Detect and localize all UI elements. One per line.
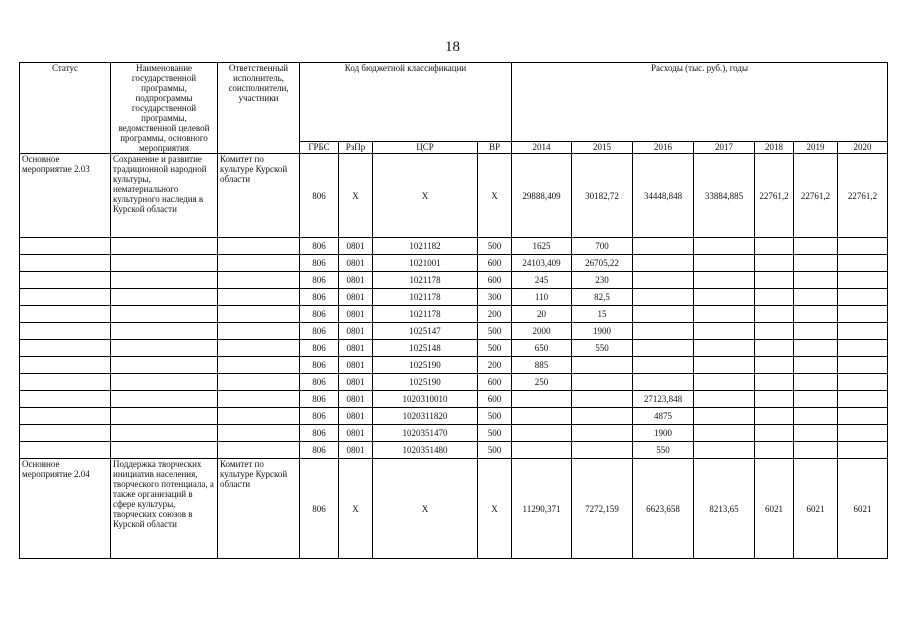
vr-cell: 500	[478, 425, 512, 442]
grbs-cell: 806	[300, 425, 339, 442]
rzpr-cell: 0801	[339, 323, 373, 340]
csr-cell: 1021178	[373, 289, 478, 306]
expense-cell-2020: 22761,2	[838, 154, 888, 238]
expense-cell-2019	[794, 357, 838, 374]
table-body	[20, 154, 888, 559]
grbs-cell: 806	[300, 154, 339, 238]
grbs-cell: 806	[300, 357, 339, 374]
expense-cell-2014: 1625	[512, 238, 572, 255]
vr-cell: 200	[478, 357, 512, 374]
name-empty-cell	[111, 408, 218, 425]
vr-cell: 600	[478, 391, 512, 408]
status-empty-cell	[20, 306, 111, 323]
expense-cell-2020	[838, 391, 888, 408]
activity-status-cell: Основное мероприятие 2.04	[20, 459, 111, 559]
name-empty-cell	[111, 255, 218, 272]
name-empty-cell	[111, 306, 218, 323]
rzpr-cell: 0801	[339, 425, 373, 442]
grbs-cell: 806	[300, 238, 339, 255]
executor-empty-cell	[218, 272, 300, 289]
expense-cell-2014: 885	[512, 357, 572, 374]
header-year-2017: 2017	[694, 141, 755, 153]
csr-cell: 1021178	[373, 306, 478, 323]
expense-cell-2020	[838, 374, 888, 391]
header-executor: Ответственный исполнитель, соисполнители, участники	[218, 63, 300, 154]
expense-cell-2018	[755, 442, 794, 459]
grbs-cell: 806	[300, 255, 339, 272]
expense-cell-2016	[633, 323, 694, 340]
name-empty-cell	[111, 272, 218, 289]
rzpr-cell: Х	[339, 154, 373, 238]
expense-cell-2017	[694, 323, 755, 340]
expense-cell-2016	[633, 238, 694, 255]
expense-cell-2016: 1900	[633, 425, 694, 442]
status-empty-cell	[20, 238, 111, 255]
csr-cell: 1021001	[373, 255, 478, 272]
executor-empty-cell	[218, 340, 300, 357]
expense-cell-2017	[694, 255, 755, 272]
activity-summary-row	[20, 459, 888, 559]
grbs-cell: 806	[300, 323, 339, 340]
vr-cell: 500	[478, 408, 512, 425]
expense-cell-2018	[755, 238, 794, 255]
grbs-cell: 806	[300, 340, 339, 357]
status-empty-cell	[20, 357, 111, 374]
vr-cell: Х	[478, 154, 512, 238]
activity-name-cell: Поддержка творческих инициатив населения, творческого потенциала, а также организаций в сфере культуры, творческих союзов в Курской области	[111, 459, 218, 559]
activity-name-cell: Сохранение и развитие традиционной народной культуры, нематериального культурного наследия в Курской области	[111, 154, 218, 238]
csr-cell: Х	[373, 459, 478, 559]
expense-cell-2015	[572, 374, 633, 391]
expense-cell-2018: 22761,2	[755, 154, 794, 238]
table-row	[20, 374, 888, 391]
table-row	[20, 238, 888, 255]
expense-cell-2014	[512, 408, 572, 425]
expense-cell-2014	[512, 425, 572, 442]
csr-cell: 1020351470	[373, 425, 478, 442]
rzpr-cell: 0801	[339, 255, 373, 272]
expense-cell-2019	[794, 323, 838, 340]
status-empty-cell	[20, 374, 111, 391]
expense-cell-2015: 15	[572, 306, 633, 323]
header-year-2015: 2015	[572, 141, 633, 153]
expense-cell-2014: 11290,371	[512, 459, 572, 559]
expense-cell-2016: 550	[633, 442, 694, 459]
vr-cell: 500	[478, 238, 512, 255]
expense-cell-2015: 700	[572, 238, 633, 255]
header-vr: ВР	[478, 141, 512, 153]
expense-cell-2014: 20	[512, 306, 572, 323]
expense-cell-2014: 110	[512, 289, 572, 306]
expense-cell-2020	[838, 408, 888, 425]
expense-cell-2014: 245	[512, 272, 572, 289]
expense-cell-2019	[794, 306, 838, 323]
expense-cell-2019	[794, 391, 838, 408]
expense-cell-2019	[794, 442, 838, 459]
rzpr-cell: 0801	[339, 391, 373, 408]
expense-cell-2016	[633, 340, 694, 357]
executor-empty-cell	[218, 374, 300, 391]
executor-empty-cell	[218, 442, 300, 459]
expense-cell-2017: 33884,885	[694, 154, 755, 238]
name-empty-cell	[111, 289, 218, 306]
csr-cell: 1021178	[373, 272, 478, 289]
rzpr-cell: 0801	[339, 289, 373, 306]
name-empty-cell	[111, 391, 218, 408]
table-row	[20, 272, 888, 289]
expense-cell-2020	[838, 323, 888, 340]
rzpr-cell: 0801	[339, 408, 373, 425]
name-empty-cell	[111, 442, 218, 459]
grbs-cell: 806	[300, 391, 339, 408]
executor-empty-cell	[218, 289, 300, 306]
rzpr-cell: 0801	[339, 306, 373, 323]
expense-cell-2019	[794, 374, 838, 391]
csr-cell: Х	[373, 154, 478, 238]
header-rzpr: РзПр	[339, 141, 373, 153]
expense-cell-2014: 2000	[512, 323, 572, 340]
name-empty-cell	[111, 323, 218, 340]
header-year-2018: 2018	[755, 141, 794, 153]
expense-cell-2014	[512, 442, 572, 459]
name-empty-cell	[111, 425, 218, 442]
rzpr-cell: 0801	[339, 272, 373, 289]
executor-empty-cell	[218, 238, 300, 255]
vr-cell: 500	[478, 340, 512, 357]
expense-cell-2015: 82,5	[572, 289, 633, 306]
header-year-2016: 2016	[633, 141, 694, 153]
header-csr: ЦСР	[373, 141, 478, 153]
expense-cell-2017	[694, 408, 755, 425]
grbs-cell: 806	[300, 306, 339, 323]
expense-cell-2018	[755, 340, 794, 357]
table-row	[20, 323, 888, 340]
expense-cell-2016: 27123,848	[633, 391, 694, 408]
table-row	[20, 357, 888, 374]
expense-cell-2019	[794, 408, 838, 425]
rzpr-cell: 0801	[339, 357, 373, 374]
table-row	[20, 306, 888, 323]
grbs-cell: 806	[300, 272, 339, 289]
expense-cell-2017	[694, 306, 755, 323]
rzpr-cell: 0801	[339, 442, 373, 459]
expense-cell-2017	[694, 425, 755, 442]
expense-cell-2018	[755, 255, 794, 272]
expense-cell-2015: 1900	[572, 323, 633, 340]
expense-cell-2017	[694, 391, 755, 408]
rzpr-cell: Х	[339, 459, 373, 559]
header-row-main	[20, 63, 888, 142]
expense-cell-2018	[755, 374, 794, 391]
expense-cell-2020	[838, 238, 888, 255]
status-empty-cell	[20, 272, 111, 289]
expense-cell-2016: 34448,848	[633, 154, 694, 238]
expense-cell-2017	[694, 340, 755, 357]
expense-cell-2018	[755, 391, 794, 408]
vr-cell: 500	[478, 442, 512, 459]
expense-cell-2015	[572, 391, 633, 408]
grbs-cell: 806	[300, 289, 339, 306]
expense-cell-2018	[755, 306, 794, 323]
executor-empty-cell	[218, 425, 300, 442]
name-empty-cell	[111, 238, 218, 255]
activity-status-cell: Основное мероприятие 2.03	[20, 154, 111, 238]
status-empty-cell	[20, 391, 111, 408]
executor-empty-cell	[218, 323, 300, 340]
expense-cell-2019	[794, 289, 838, 306]
expense-cell-2018	[755, 289, 794, 306]
status-empty-cell	[20, 340, 111, 357]
name-empty-cell	[111, 357, 218, 374]
expense-cell-2019	[794, 425, 838, 442]
header-year-2019: 2019	[794, 141, 838, 153]
grbs-cell: 806	[300, 459, 339, 559]
table-row	[20, 408, 888, 425]
expense-cell-2017	[694, 357, 755, 374]
expense-cell-2018: 6021	[755, 459, 794, 559]
vr-cell: 200	[478, 306, 512, 323]
expense-cell-2016: 4875	[633, 408, 694, 425]
expense-cell-2015: 26705,22	[572, 255, 633, 272]
name-empty-cell	[111, 340, 218, 357]
expense-cell-2018	[755, 272, 794, 289]
grbs-cell: 806	[300, 442, 339, 459]
expense-cell-2019	[794, 255, 838, 272]
status-empty-cell	[20, 442, 111, 459]
csr-cell: 1025190	[373, 374, 478, 391]
expense-cell-2017	[694, 272, 755, 289]
budget-table	[19, 62, 888, 559]
expense-cell-2020	[838, 442, 888, 459]
expense-cell-2015: 230	[572, 272, 633, 289]
header-budget-code: Код бюджетной классификации	[300, 63, 512, 142]
rzpr-cell: 0801	[339, 238, 373, 255]
expense-cell-2014: 29888,409	[512, 154, 572, 238]
activity-executor-cell: Комитет по культуре Курской области	[218, 459, 300, 559]
expense-cell-2014	[512, 391, 572, 408]
status-empty-cell	[20, 323, 111, 340]
expense-cell-2015: 7272,159	[572, 459, 633, 559]
table-row	[20, 425, 888, 442]
expense-cell-2020	[838, 425, 888, 442]
expense-cell-2019	[794, 272, 838, 289]
expense-cell-2016	[633, 357, 694, 374]
vr-cell: 600	[478, 272, 512, 289]
expense-cell-2014: 650	[512, 340, 572, 357]
vr-cell: 500	[478, 323, 512, 340]
csr-cell: 1020351480	[373, 442, 478, 459]
csr-cell: 1021182	[373, 238, 478, 255]
expense-cell-2018	[755, 408, 794, 425]
header-expenses: Расходы (тыс. руб.), годы	[512, 63, 888, 142]
expense-cell-2014: 250	[512, 374, 572, 391]
csr-cell: 1020310010	[373, 391, 478, 408]
expense-cell-2020	[838, 289, 888, 306]
expense-cell-2018	[755, 425, 794, 442]
expense-cell-2018	[755, 323, 794, 340]
expense-cell-2015	[572, 425, 633, 442]
expense-cell-2016	[633, 306, 694, 323]
vr-cell: 300	[478, 289, 512, 306]
expense-cell-2019	[794, 340, 838, 357]
grbs-cell: 806	[300, 408, 339, 425]
header-name: Наименование государственной программы, подпрограммы государственной программы, ведомственной целевой программы, основного мероприятия	[111, 63, 218, 154]
expense-cell-2015: 550	[572, 340, 633, 357]
csr-cell: 1025190	[373, 357, 478, 374]
expense-cell-2017	[694, 238, 755, 255]
csr-cell: 1025148	[373, 340, 478, 357]
header-status: Статус	[20, 63, 111, 154]
name-empty-cell	[111, 374, 218, 391]
expense-cell-2016: 6623,658	[633, 459, 694, 559]
expense-cell-2016	[633, 374, 694, 391]
header-year-2014: 2014	[512, 141, 572, 153]
expense-cell-2015	[572, 357, 633, 374]
header-year-2020: 2020	[838, 141, 888, 153]
executor-empty-cell	[218, 408, 300, 425]
executor-empty-cell	[218, 306, 300, 323]
status-empty-cell	[20, 255, 111, 272]
expense-cell-2016	[633, 255, 694, 272]
grbs-cell: 806	[300, 374, 339, 391]
expense-cell-2019: 6021	[794, 459, 838, 559]
expense-cell-2015	[572, 442, 633, 459]
expense-cell-2020	[838, 306, 888, 323]
expense-cell-2020	[838, 255, 888, 272]
expense-cell-2015	[572, 408, 633, 425]
csr-cell: 1025147	[373, 323, 478, 340]
table-row	[20, 289, 888, 306]
expense-cell-2017: 8213,65	[694, 459, 755, 559]
expense-cell-2020: 6021	[838, 459, 888, 559]
table-row	[20, 340, 888, 357]
expense-cell-2020	[838, 357, 888, 374]
vr-cell: Х	[478, 459, 512, 559]
expense-cell-2017	[694, 374, 755, 391]
rzpr-cell: 0801	[339, 340, 373, 357]
expense-cell-2016	[633, 289, 694, 306]
expense-cell-2016	[633, 272, 694, 289]
expense-cell-2017	[694, 442, 755, 459]
expense-cell-2019: 22761,2	[794, 154, 838, 238]
expense-cell-2017	[694, 289, 755, 306]
table-row	[20, 442, 888, 459]
expense-cell-2020	[838, 340, 888, 357]
executor-empty-cell	[218, 357, 300, 374]
rzpr-cell: 0801	[339, 374, 373, 391]
expense-cell-2015: 30182,72	[572, 154, 633, 238]
executor-empty-cell	[218, 255, 300, 272]
status-empty-cell	[20, 425, 111, 442]
activity-executor-cell: Комитет по культуре Курской области	[218, 154, 300, 238]
expense-cell-2020	[838, 272, 888, 289]
executor-empty-cell	[218, 391, 300, 408]
table-row	[20, 255, 888, 272]
status-empty-cell	[20, 408, 111, 425]
table-row	[20, 391, 888, 408]
expense-cell-2018	[755, 357, 794, 374]
header-grbs: ГРБС	[300, 141, 339, 153]
status-empty-cell	[20, 289, 111, 306]
csr-cell: 1020311820	[373, 408, 478, 425]
expense-cell-2014: 24103,409	[512, 255, 572, 272]
activity-summary-row	[20, 154, 888, 238]
page-number: 18	[445, 39, 460, 55]
expense-cell-2019	[794, 238, 838, 255]
vr-cell: 600	[478, 255, 512, 272]
vr-cell: 600	[478, 374, 512, 391]
